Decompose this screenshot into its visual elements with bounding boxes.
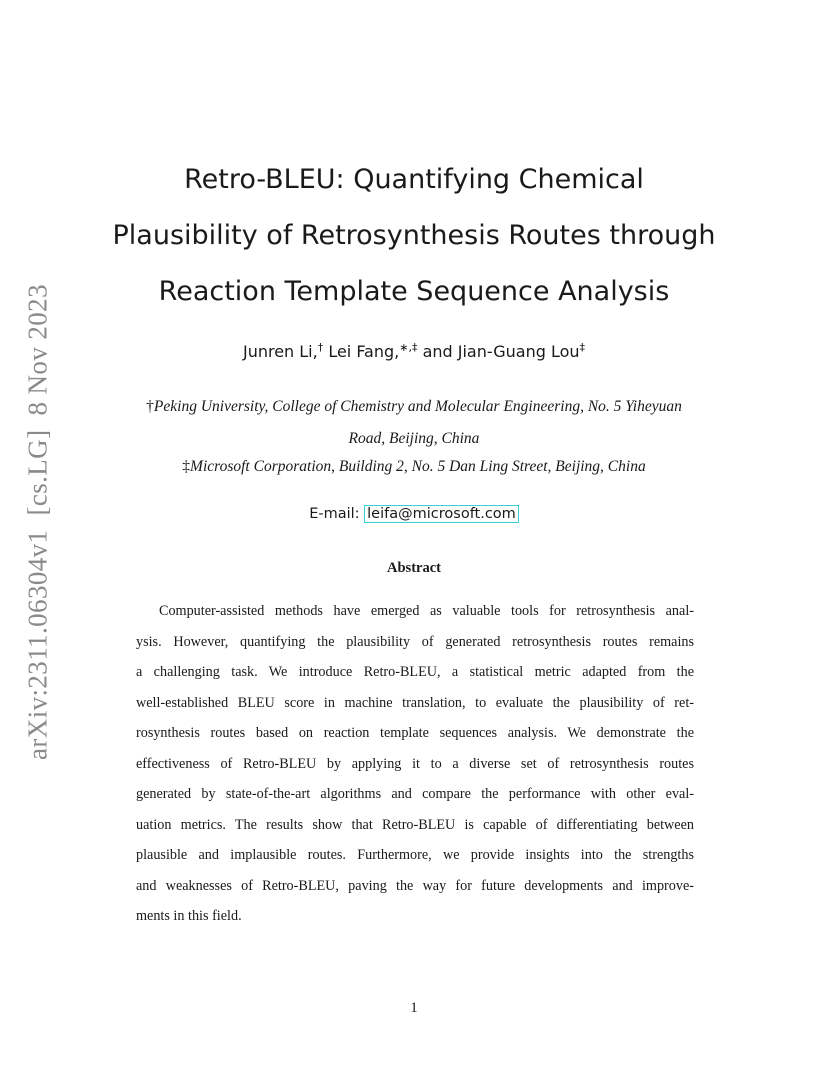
abstract-heading: Abstract <box>387 560 441 576</box>
abstract-line: effectiveness of Retro-BLEU by applying it to a diverse set of retrosynthesis routes <box>136 755 694 772</box>
affiliation-line: Road, Beijing, China <box>348 430 480 447</box>
author-affiliation-mark: ∗,‡ <box>399 341 418 354</box>
abstract-line: and weaknesses of Retro-BLEU, paving the way for future developments and improve- <box>136 877 694 894</box>
abstract-body <box>136 596 694 932</box>
title-line: Retro-BLEU: Quantifying Chemical <box>184 164 644 195</box>
affiliation-mark: ‡ <box>182 458 191 475</box>
abstract-line: ysis. However, quantifying the plausibility of generated retrosynthesis routes remains <box>136 633 694 650</box>
abstract-line: uation metrics. The results show that Retro-BLEU is capable of differentiating between <box>136 816 694 833</box>
author-name: and Jian-Guang Lou <box>422 342 580 361</box>
affiliation-line: Peking University, College of Chemistry and Molecular Engineering, No. 5 Yiheyuan <box>153 398 682 415</box>
abstract-line: Computer-assisted methods have emerged as valuable tools for retrosynthesis anal- <box>159 603 694 619</box>
arxiv-category: [cs.LG] <box>22 429 53 516</box>
author-affiliation-mark: † <box>317 341 324 354</box>
title-line: Plausibility of Retrosynthesis Routes through <box>112 220 716 251</box>
abstract-line: plausible and implausible routes. Furthermore, we provide insights into the strengths <box>136 847 694 863</box>
affiliation-mark: † <box>146 398 154 415</box>
arxiv-date: 8 Nov 2023 <box>22 284 53 416</box>
affiliation-peking <box>110 391 718 455</box>
author-affiliation-mark: ‡ <box>579 341 586 354</box>
abstract-line: generated by state-of-the-art algorithms and compare the performance with other eval- <box>136 786 694 802</box>
email-label: E-mail: <box>309 506 360 522</box>
abstract-line: ments in this field. <box>136 908 242 924</box>
email-link[interactable]: leifa@microsoft.com <box>364 505 519 523</box>
paper-title <box>0 152 828 320</box>
author-name: Lei Fang, <box>328 342 400 361</box>
affiliation-microsoft <box>0 455 828 479</box>
author-name: Junren Li, <box>242 342 318 361</box>
author-list <box>0 342 828 361</box>
abstract-line: rosynthesis routes based on reaction template sequences analysis. We demonstrate the <box>136 725 694 741</box>
affiliation-line: Microsoft Corporation, Building 2, No. 5 Dan Ling Street, Beijing, China <box>190 458 646 475</box>
email-line <box>0 506 828 522</box>
abstract-line: a challenging task. We introduce Retro-BLEU, a statistical metric adapted from the <box>136 664 694 680</box>
title-line: Reaction Template Sequence Analysis <box>158 276 670 307</box>
abstract-line: well-established BLEU score in machine translation, to evaluate the plausibility of ret- <box>136 694 694 711</box>
page-number: 1 <box>410 1000 418 1016</box>
arxiv-identifier: arXiv:2311.06304v1 <box>22 529 53 760</box>
